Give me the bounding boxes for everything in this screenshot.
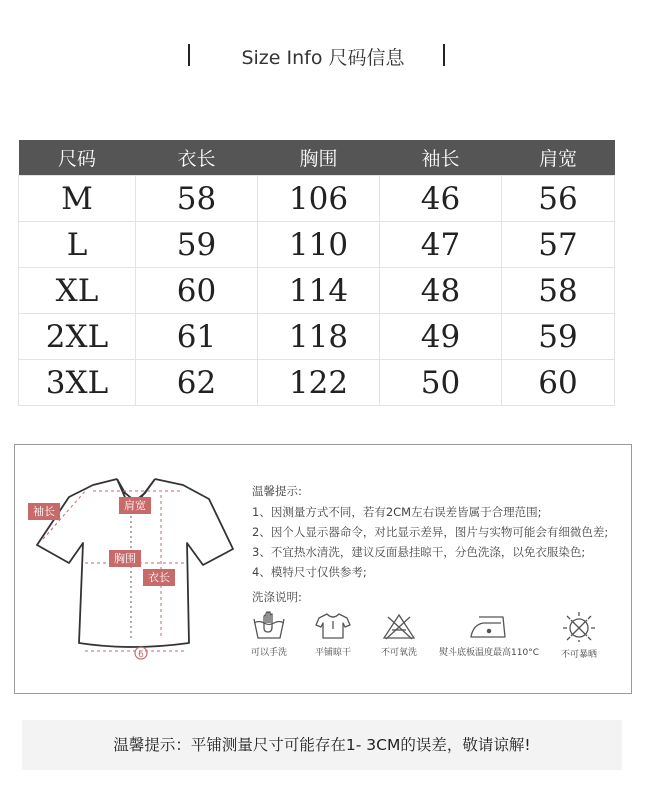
size-info-header	[0, 38, 646, 72]
column-header: 尺码	[19, 140, 136, 176]
wash-item	[375, 611, 423, 658]
table-cell: 58	[136, 176, 258, 222]
table-cell: 3XL	[19, 360, 136, 406]
table-cell: 46	[380, 176, 502, 222]
table-cell: 60	[136, 268, 258, 314]
table-cell: 58	[502, 268, 615, 314]
sleeve-length-tag: 袖长	[28, 503, 60, 520]
wash-item	[555, 611, 603, 660]
table-header-row	[19, 140, 615, 176]
table-row	[19, 314, 615, 360]
table-cell: 59	[136, 222, 258, 268]
page-title: Size Info 尺码信息	[241, 47, 405, 69]
tip-item: 1、因测量方式不同，若有2CM左右误差皆属于合理范围;	[252, 505, 542, 519]
table-cell: XL	[19, 268, 136, 314]
table-row	[19, 176, 615, 222]
title-right-divider	[443, 44, 445, 66]
table-cell: 61	[136, 314, 258, 360]
column-header: 肩宽	[502, 140, 615, 176]
measurement-notice: 温馨提示：平铺测量尺寸可能存在1- 3CM的误差，敬请谅解!	[22, 720, 622, 770]
body-length-tag: 衣长	[143, 569, 175, 586]
shoulder-width-tag: 肩宽	[119, 497, 151, 514]
table-cell: 49	[380, 314, 502, 360]
hem-marker-label: 6	[138, 650, 144, 660]
wash-item	[307, 611, 359, 658]
column-header: 衣长	[136, 140, 258, 176]
washing-title: 洗涤说明:	[252, 590, 302, 604]
table-cell: 57	[502, 222, 615, 268]
tips-title: 温馨提示:	[252, 484, 302, 498]
iron-icon	[467, 611, 511, 641]
table-cell: 50	[380, 360, 502, 406]
table-cell: 56	[502, 176, 615, 222]
table-cell: L	[19, 222, 136, 268]
tip-item: 2、因个人显示器命令，对比显示差异，图片与实物可能会有细微色差;	[252, 525, 609, 539]
tip-item: 3、不宜热水清洗，建议反面悬挂晾干，分色洗涤，以免衣服染色;	[252, 545, 586, 559]
tip-item: 4、模特尺寸仅供参考;	[252, 565, 367, 579]
flat-dry-icon	[314, 611, 352, 641]
size-table	[18, 140, 615, 406]
care-info-box	[14, 444, 632, 694]
hand-wash-icon	[250, 611, 288, 641]
wash-label: 熨斗底板温度最高110°C	[439, 648, 539, 658]
chest-tag: 胸围	[109, 550, 141, 567]
table-row	[19, 360, 615, 406]
table-cell: 118	[258, 314, 380, 360]
table-cell: 114	[258, 268, 380, 314]
wash-label: 可以手洗	[250, 648, 287, 658]
wash-label: 不可氧洗	[380, 648, 417, 658]
tips-section	[252, 481, 608, 582]
wash-label: 平铺晾干	[314, 648, 351, 658]
table-cell: 48	[380, 268, 502, 314]
table-cell: 59	[502, 314, 615, 360]
table-row	[19, 222, 615, 268]
washing-icons-row	[247, 611, 627, 671]
wash-label: 不可暴晒	[560, 650, 597, 660]
table-cell: 2XL	[19, 314, 136, 360]
column-header: 袖长	[380, 140, 502, 176]
no-sun-icon	[560, 611, 598, 643]
table-cell: 106	[258, 176, 380, 222]
column-header: 胸围	[258, 140, 380, 176]
table-cell: 60	[502, 360, 615, 406]
table-cell: 62	[136, 360, 258, 406]
table-cell: 47	[380, 222, 502, 268]
table-row	[19, 268, 615, 314]
table-cell: 122	[258, 360, 380, 406]
wash-item	[247, 611, 291, 658]
table-cell: M	[19, 176, 136, 222]
table-cell: 110	[258, 222, 380, 268]
no-bleach-icon	[380, 611, 418, 641]
wash-item	[433, 611, 545, 658]
